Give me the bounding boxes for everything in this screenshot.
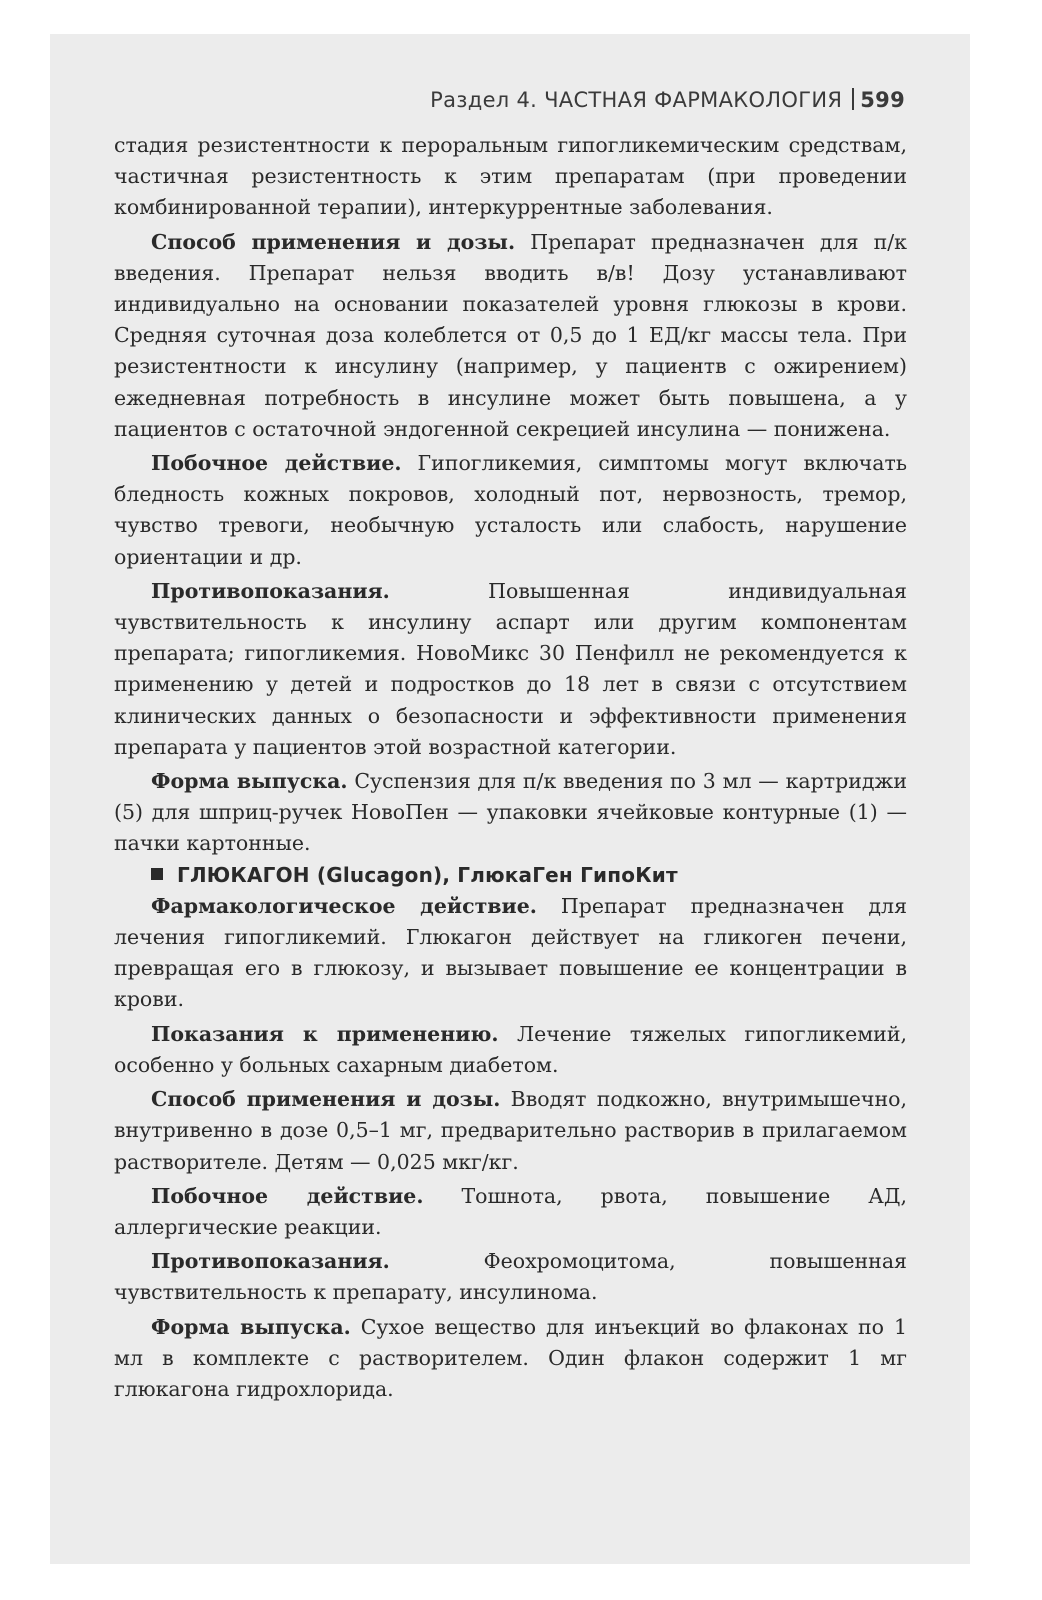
paragraph-side-effects [114, 448, 907, 573]
square-bullet-icon [151, 868, 163, 880]
paragraph-text: Гипогликемия, симптомы могут включать бледность кожных покровов, холодный пот, нервозность, тремор, чувство тревоги, необычную усталость или слабость, нарушение ориентации и др. [114, 451, 907, 569]
paragraph-label: Противопоказания. [151, 578, 390, 603]
paragraph-indications [114, 1019, 907, 1081]
paragraph-text: Повышенная индивидуальная чувствительность к инсулину аспарт или другим компонентам препарата; гипогликемия. НовоМикс 30 Пенфилл не рекомендуется к применению у детей и подростков до 18 лет в связи с отсутствием клинических данных о безопасности и эффективности применения препарата у пациентов этой возрастной категории. [114, 578, 907, 759]
running-header [50, 88, 905, 112]
paragraph-label: Способ применения и дозы. [151, 1087, 501, 1112]
section-title: Раздел 4. ЧАСТНАЯ ФАРМАКОЛОГИЯ [430, 88, 843, 112]
paragraph-text: Суспензия для п/к введения по 3 мл — картриджи (5) для шприц-ручек НовоПен — упаковки ячейковые контурные (1) — пачки картонные. [114, 769, 907, 856]
paragraph-dosage [114, 227, 907, 445]
paragraph-text: Феохромоцитома, повышенная чувствительность к препарату, инсулинома. [114, 1249, 907, 1305]
page-number: 599 [860, 88, 905, 112]
paragraph-label: Противопоказания. [151, 1249, 390, 1274]
header-divider [852, 88, 854, 110]
paragraph-label: Фармакологическое действие. [151, 893, 537, 918]
paragraph-text: Лечение тяжелых гипогликемий, особенно у больных сахарным диабетом. [114, 1021, 907, 1077]
paragraph-pharmacology [114, 891, 907, 1016]
paragraph-label: Форма выпуска. [151, 769, 348, 794]
paragraph-label: Способ применения и дозы. [151, 229, 516, 254]
paragraph-label: Показания к применению. [151, 1021, 499, 1046]
paragraph-text: Тошнота, рвота, повышение АД, аллергические реакции. [114, 1183, 907, 1239]
paragraph-continuation [114, 130, 907, 224]
paragraph-contraindications [114, 576, 907, 763]
paragraph-side-effects-glucagon [114, 1181, 907, 1243]
book-page [50, 34, 970, 1564]
paragraph-contraindications-glucagon [114, 1246, 907, 1308]
paragraph-text: Препарат предназначен для лечения гипогликемий. Глюкагон действует на гликоген печени, превращая его в глюкозу, и вызывает повышение ее концентрации в крови. [114, 893, 907, 1012]
paragraph-label: Форма выпуска. [151, 1314, 351, 1339]
body-text [114, 130, 907, 1405]
paragraph-release-form [114, 766, 907, 860]
paragraph-dosage-glucagon [114, 1084, 907, 1178]
paragraph-text: стадия резистентности к пероральным гипогликемическим средствам, частичная резистентность к этим препаратам (при проведении комбинированной терапии), интеркуррентные заболевания. [114, 133, 907, 220]
paragraph-label: Побочное действие. [151, 1183, 424, 1208]
paragraph-text: Сухое вещество для инъекций во флаконах по 1 мл в комплекте с растворителем. Один флакон содержит 1 мг глюкагона гидрохлорида. [114, 1314, 907, 1401]
drug-heading-text: ГЛЮКАГОН (Glucagon), ГлюкаГен ГипоКит [177, 862, 678, 887]
drug-heading [114, 860, 907, 891]
paragraph-text: Вводят подкожно, внутримышечно, внутривенно в дозе 0,5–1 мг, предварительно растворив в прилагаемом растворителе. Детям — 0,025 мкг/кг. [114, 1087, 907, 1174]
paragraph-release-form-glucagon [114, 1312, 907, 1406]
paragraph-text: Препарат предназначен для п/к введения. Препарат нельзя вводить в/в! Дозу устанавливают индивидуально на основании показателей уровня глюкозы в крови. Средняя суточная доза колеблется от 0,5 до 1 ЕД/кг массы тела. При резистентности к инсулину (например, у пациентв с ожирением) ежедневная потребность в инсулине может быть повышена, а у пациентов с остаточной эндогенной секрецией инсулина — понижена. [114, 229, 907, 441]
paragraph-label: Побочное действие. [151, 451, 402, 476]
